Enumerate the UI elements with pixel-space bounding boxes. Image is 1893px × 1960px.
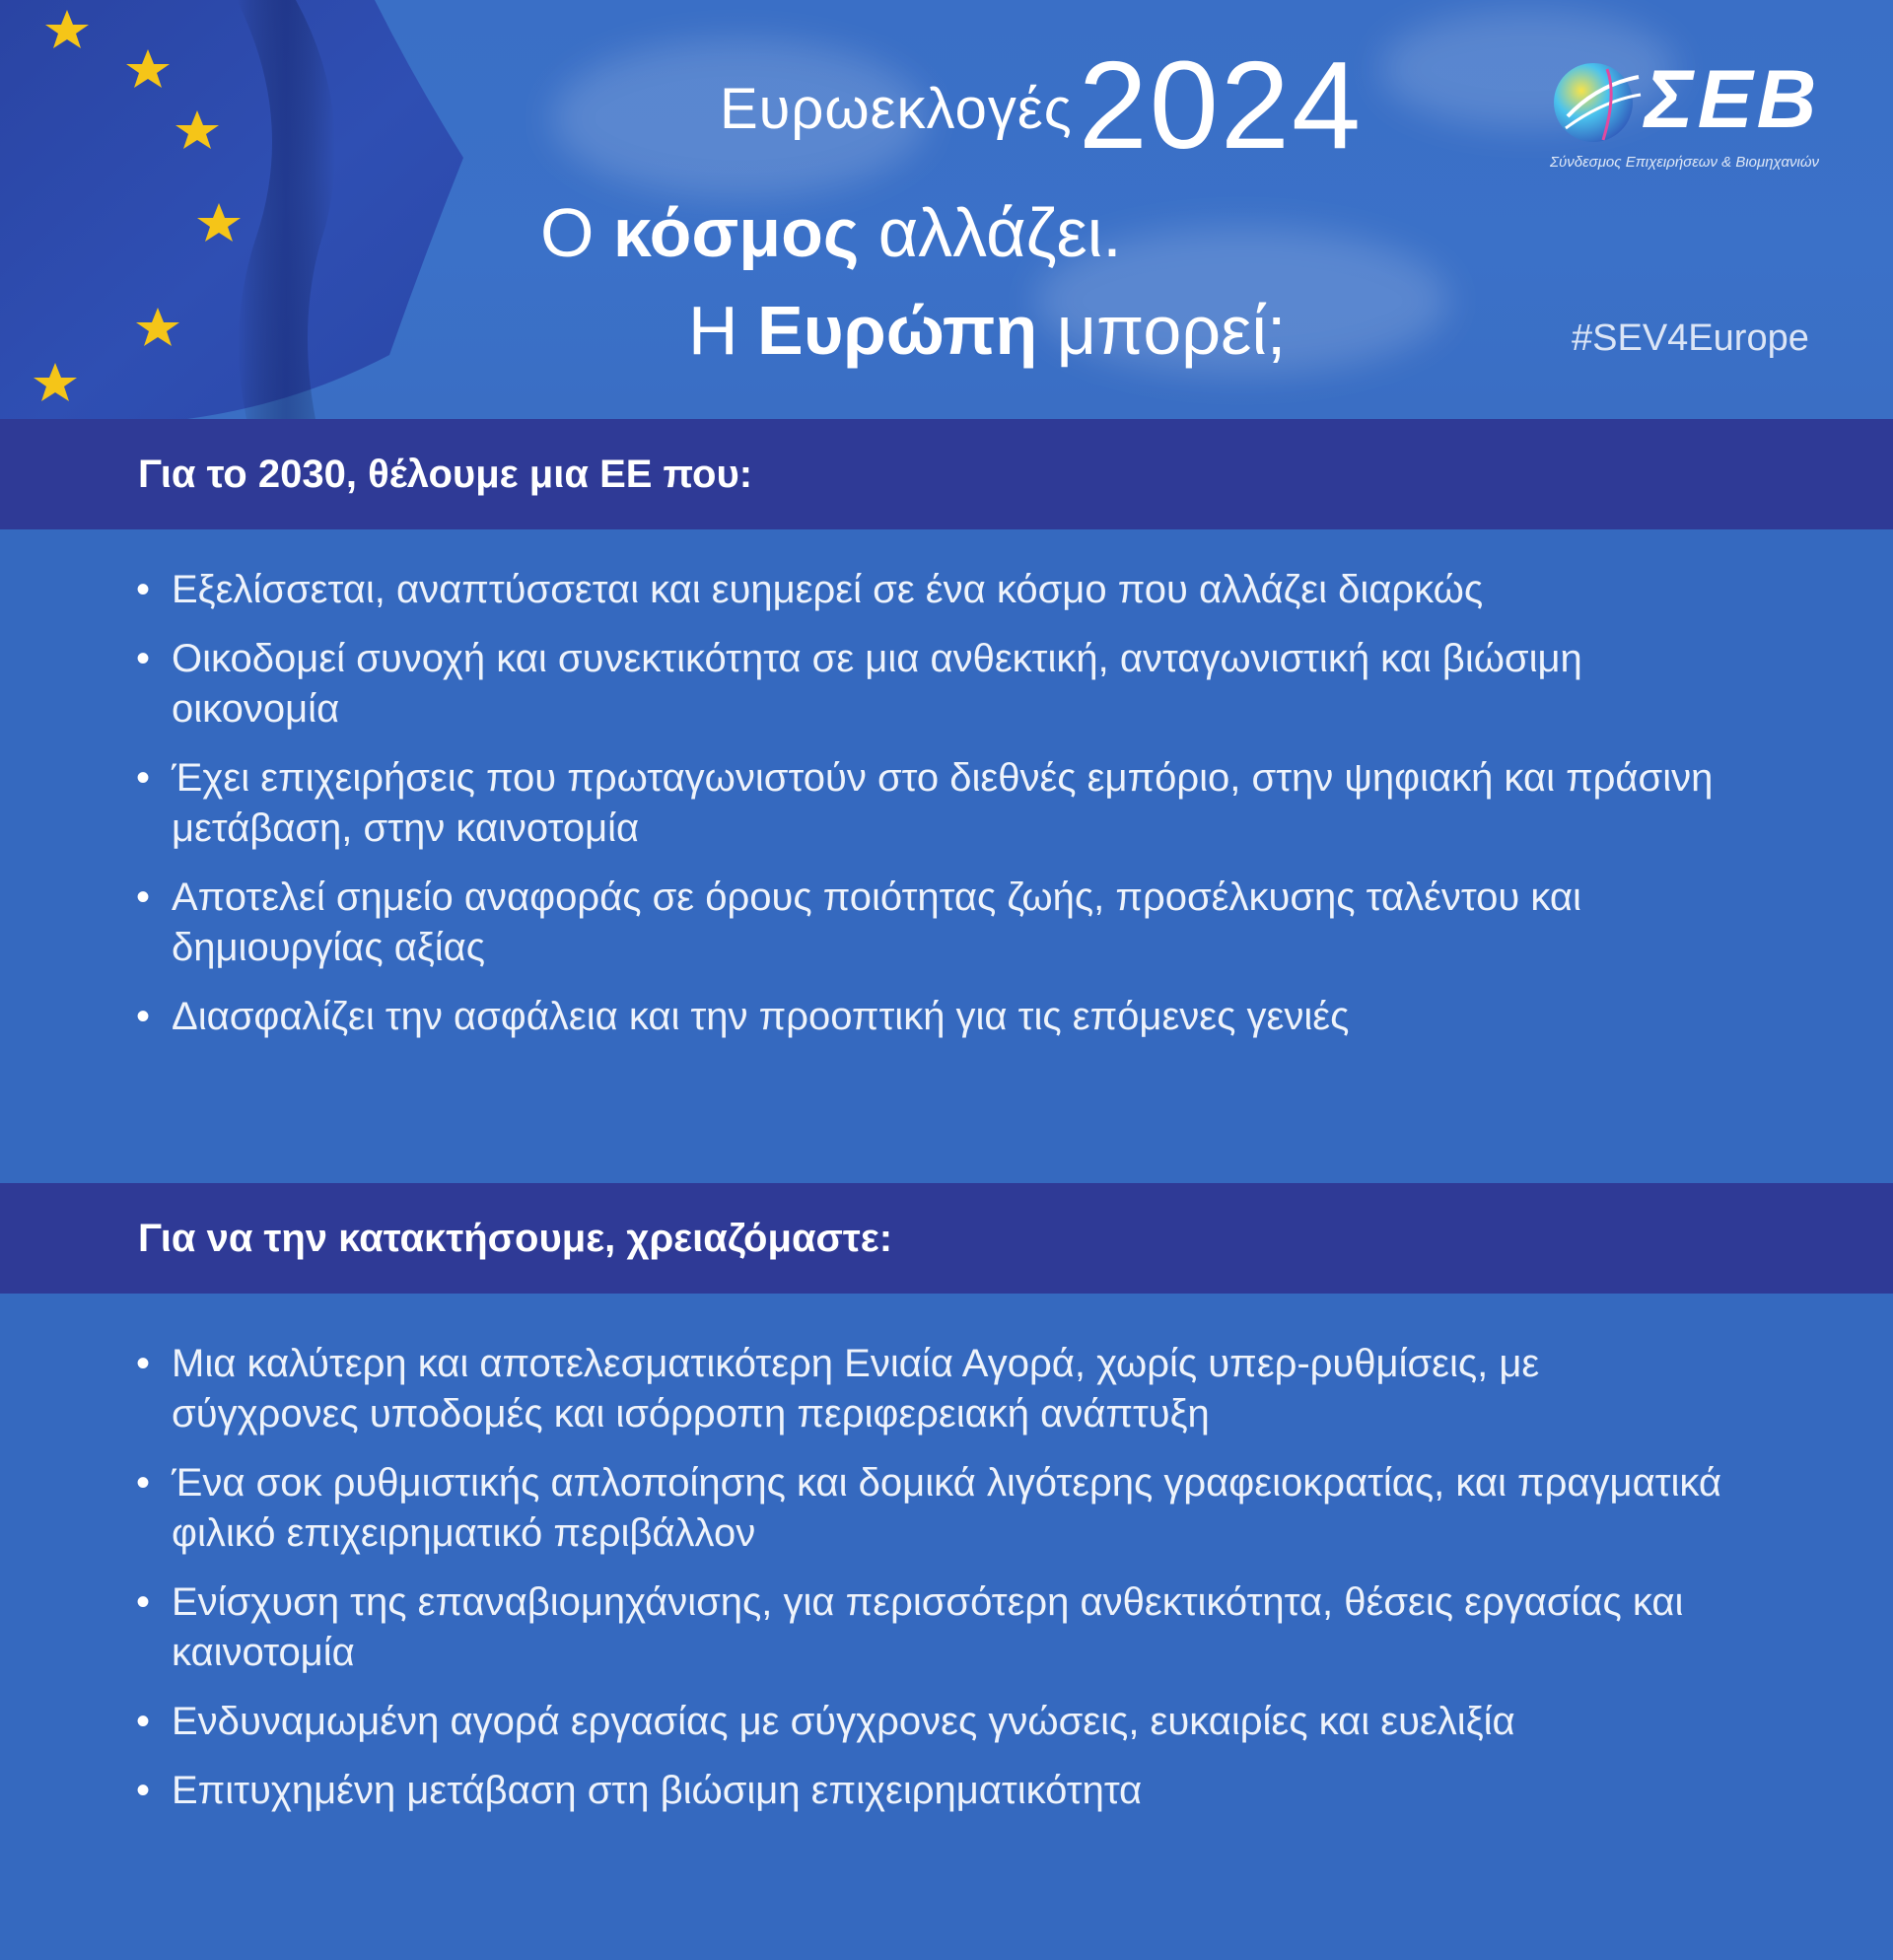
headline-text: Ο: [540, 194, 613, 271]
logo-globe-icon: [1548, 55, 1643, 150]
flag-cloth: [0, 0, 463, 419]
list-item: • Ενδυναμωμένη αγορά εργασίας με σύγχρονες γνώσεις, ευκαιρίες και ευελιξία: [136, 1697, 1733, 1747]
list-item: • Εξελίσσεται, αναπτύσσεται και ευημερεί σε ένα κόσμο που αλλάζει διαρκώς: [136, 565, 1733, 615]
title-year: 2024: [1078, 35, 1364, 175]
list-item: • Έχει επιχειρήσεις που πρωταγωνιστούν στο διεθνές εμπόριο, στην ψηφιακή και πράσινη μετάβαση, στην καινοτομία: [136, 753, 1733, 854]
section-2-heading-bar: [0, 1183, 1893, 1294]
list-item: • Ένα σοκ ρυθμιστικής απλοποίησης και δομικά λιγότερης γραφειοκρατίας, και πραγματικά φιλικό επιχειρηματικό περιβάλλον: [136, 1458, 1733, 1559]
sev-logo: [1548, 51, 1854, 179]
list-item: • Αποτελεί σημείο αναφοράς σε όρους ποιότητας ζωής, προσέλκυσης ταλέντου και δημιουργίας αξίας: [136, 873, 1733, 973]
hashtag: #SEV4Europe: [1572, 317, 1809, 359]
section-2-list: [136, 1339, 1733, 1835]
eu-flag-image: [0, 0, 513, 419]
list-item: • Διασφαλίζει την ασφάλεια και την προοπτική για τις επόμενες γενιές: [136, 992, 1733, 1042]
headline-text: μπορεί;: [1037, 292, 1287, 369]
section-1-heading: Για το 2030, θέλουμε μια ΕΕ που:: [138, 452, 753, 496]
list-item: • Επιτυχημένη μετάβαση στη βιώσιμη επιχειρηματικότητα: [136, 1766, 1733, 1816]
headline-text: Η: [688, 292, 757, 369]
section-2-heading: Για να την κατακτήσουμε, χρειαζόμαστε:: [138, 1216, 893, 1260]
headline-bold: Ευρώπη: [757, 292, 1038, 369]
headline-line-1: [540, 193, 1122, 272]
page-title: [720, 35, 1364, 175]
headline-bold: κόσμος: [612, 194, 860, 271]
logo-wordmark: ΣΕΒ: [1645, 52, 1821, 145]
headline-text: αλλάζει.: [859, 194, 1122, 271]
hero-banner: [0, 0, 1893, 419]
logo-tagline: Σύνδεσμος Επιχειρήσεων & Βιομηχανιών: [1550, 154, 1820, 171]
section-1-list: [136, 565, 1733, 1061]
title-prefix: Ευρωεκλογές: [720, 77, 1073, 141]
headline-line-2: [688, 291, 1286, 370]
list-item: • Ενίσχυση της επαναβιομηχάνισης, για περισσότερη ανθεκτικότητα, θέσεις εργασίας και καινοτομία: [136, 1577, 1733, 1678]
list-item: • Οικοδομεί συνοχή και συνεκτικότητα σε μια ανθεκτική, ανταγωνιστική και βιώσιμη οικονομία: [136, 634, 1733, 735]
list-item: • Μια καλύτερη και αποτελεσματικότερη Ενιαία Αγορά, χωρίς υπερ-ρυθμίσεις, με σύγχρονες υποδομές και ισόρροπη περιφερειακή ανάπτυξη: [136, 1339, 1733, 1439]
section-1-heading-bar: [0, 419, 1893, 529]
